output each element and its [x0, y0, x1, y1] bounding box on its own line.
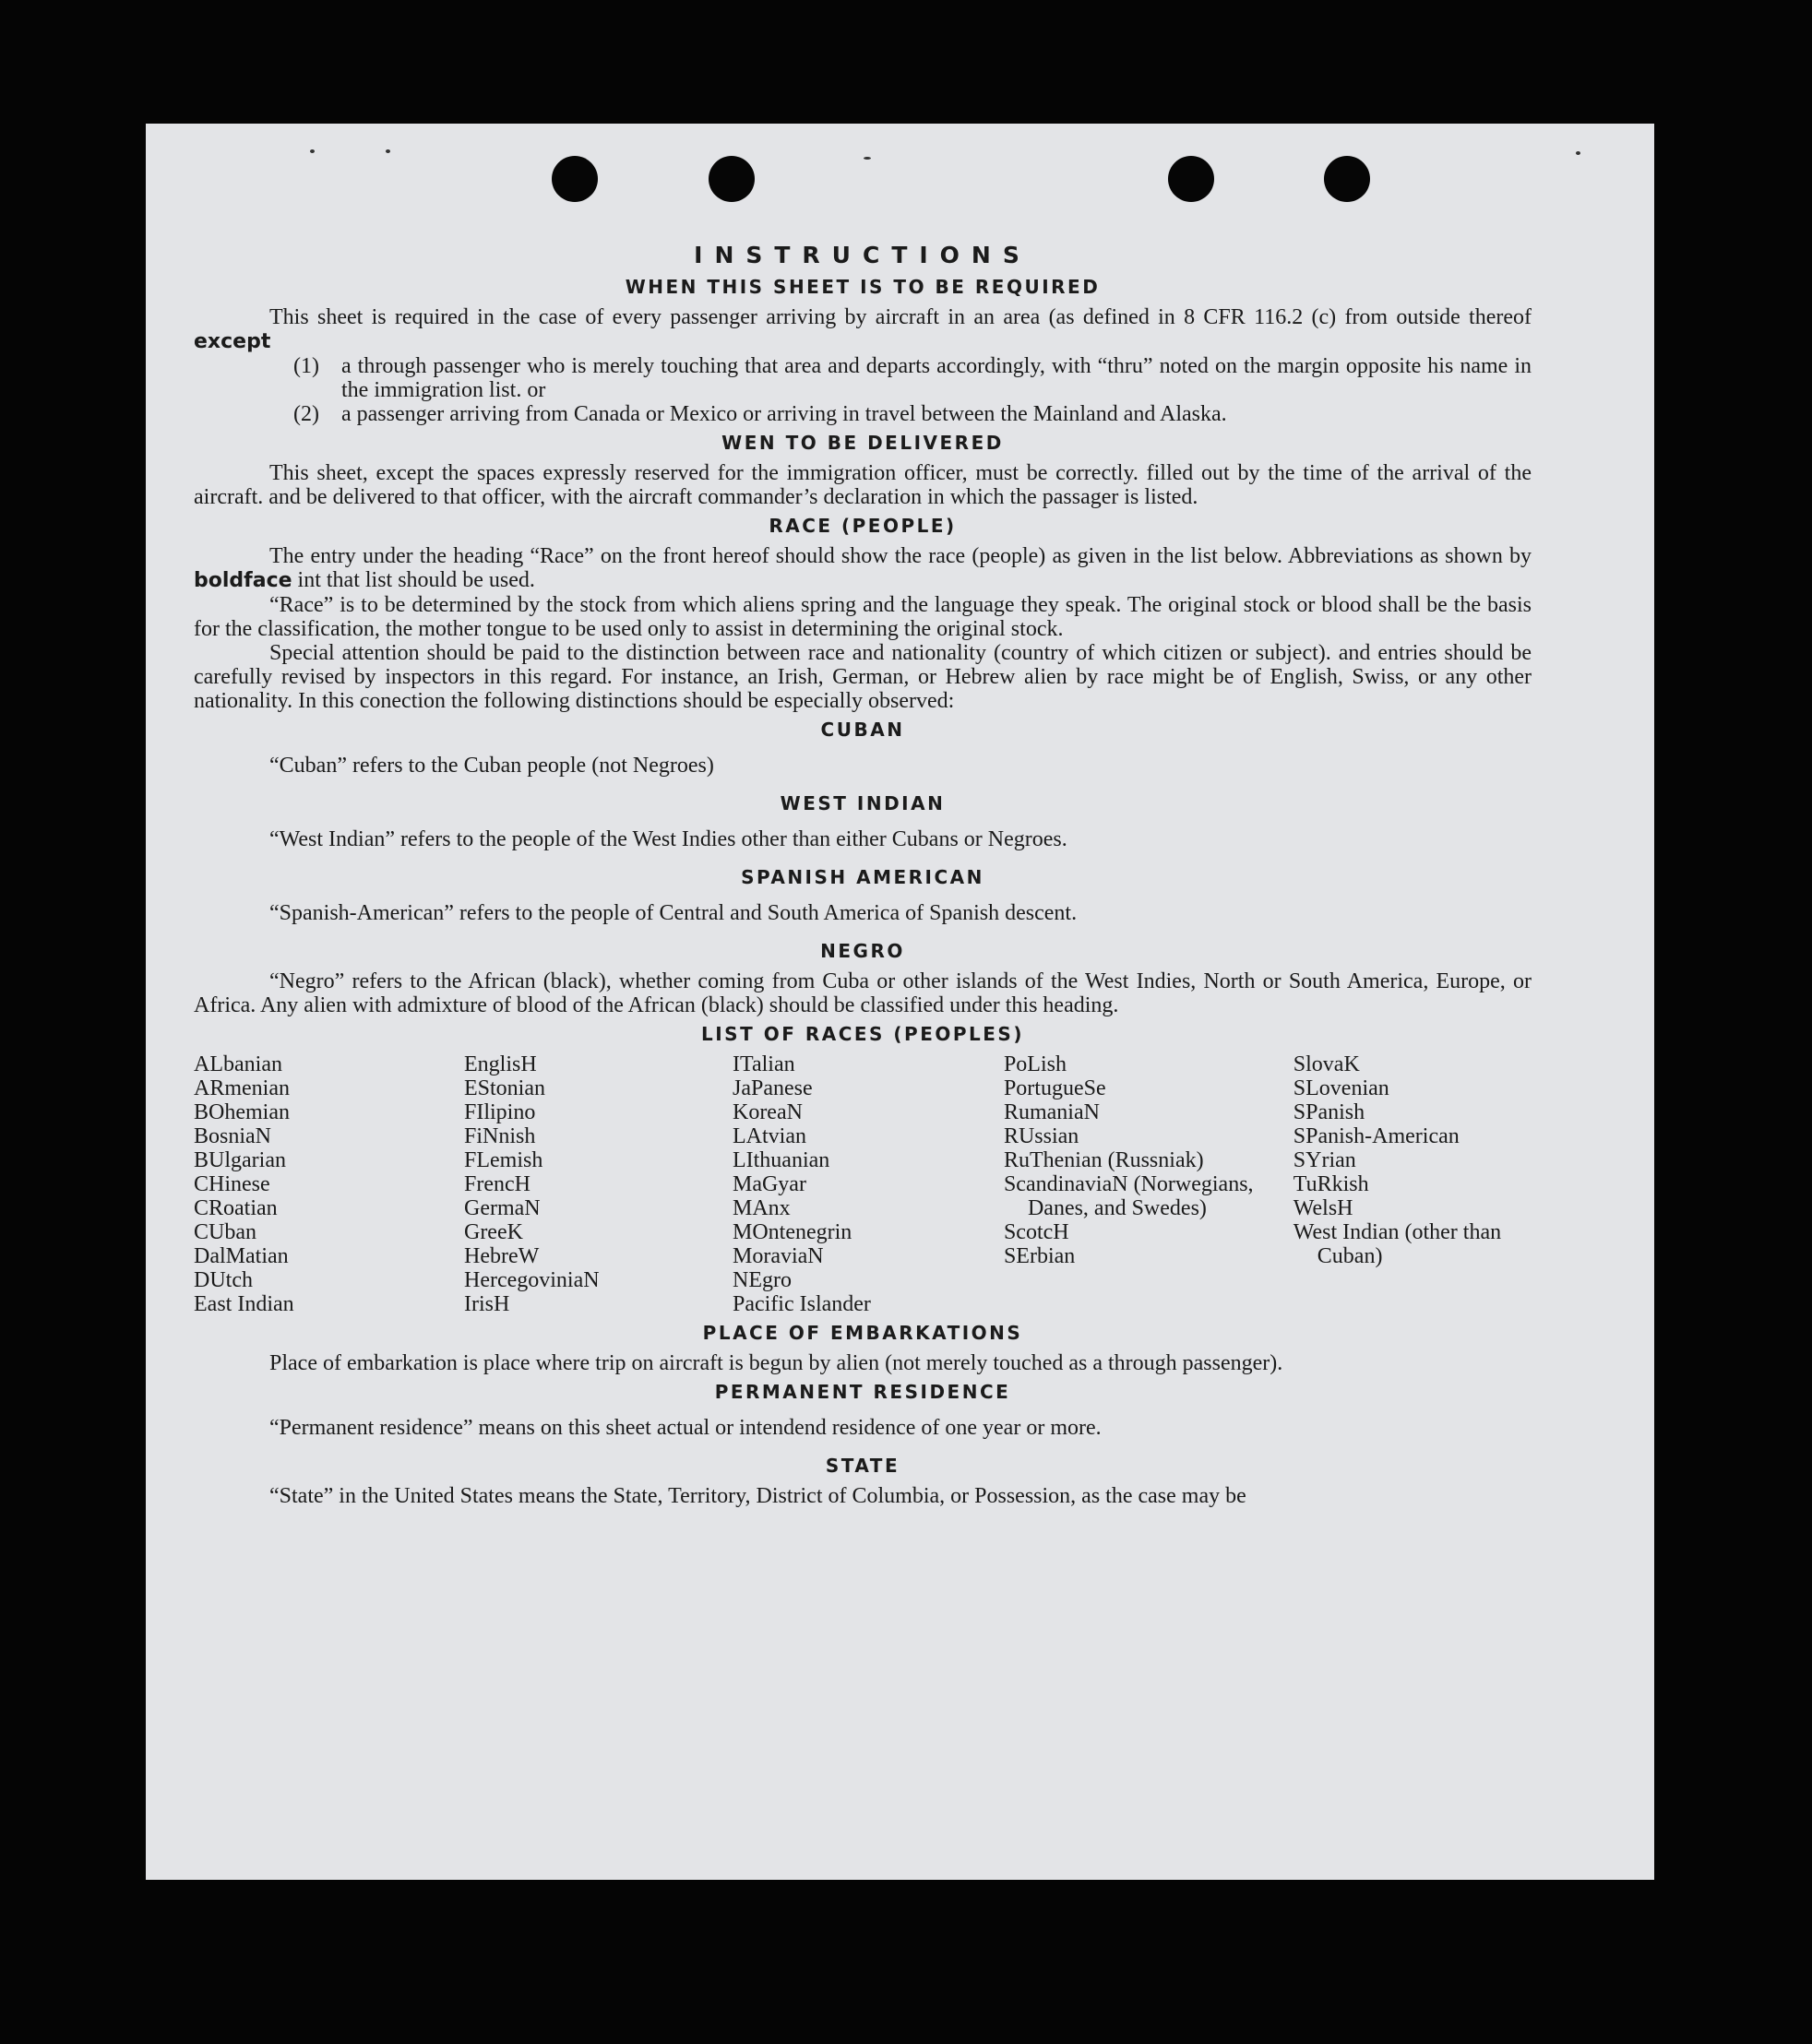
race-item: West Indian (other than Cuban)	[1293, 1220, 1502, 1268]
race-column	[733, 1052, 1004, 1316]
race-item: SErbian	[1003, 1244, 1076, 1268]
race-paragraph-3: Special attention should be paid to the distinction between race and nationality (country of which citizen or subject). and entries should be carefully revised by inspectors in this regard. For instance, an Irish, German, or Hebrew alien by race might be of English, Swiss, or any other nationality. In this conection the following distinctions should be especially observed:	[194, 641, 1532, 713]
section-heading-when-required: WHEN THIS SHEET IS TO BE REQUIRED	[625, 276, 1101, 298]
scan-speck	[386, 149, 390, 153]
section-heading-list-of-races: LIST OF RACES (PEOPLES)	[701, 1023, 1024, 1045]
section-heading-west-indian: WEST INDIAN	[780, 792, 946, 814]
race-item: JaPanese	[732, 1076, 813, 1100]
race-item: CRoatian	[194, 1196, 278, 1220]
race-item: MAnx	[732, 1196, 791, 1220]
instructions-content	[194, 241, 1532, 1508]
exception-item: (1) a through passenger who is merely touching that area and departs accordingly, with “thru” noted on the margin opposite his name in the immigration list. or	[293, 354, 1532, 402]
race-item: CHinese	[194, 1172, 270, 1196]
race-item: FIlipino	[463, 1100, 536, 1124]
race-item: ScotcH	[1003, 1220, 1069, 1244]
embarkation-text: Place of embarkation is place where trip on aircraft is begun by alien (not merely touched as a through passenger).	[269, 1351, 1283, 1375]
spanish-american-text: “Spanish-American” refers to the people of Central and South America of Spanish descent.	[269, 901, 1078, 925]
race-item: MoraviaN	[732, 1244, 824, 1268]
state-text: “State” in the United States means the State, Territory, District of Columbia, or Possession, as the case may be	[269, 1484, 1246, 1508]
section-heading-negro: NEGRO	[820, 940, 905, 962]
exception-item: (2) a passenger arriving from Canada or Mexico or arriving in travel between the Mainland and Alaska.	[293, 402, 1227, 426]
race-item: PoLish	[1003, 1052, 1067, 1076]
scan-speck	[864, 157, 871, 160]
section-heading-spanish-american: SPANISH AMERICAN	[741, 866, 984, 888]
section-heading-cuban: CUBAN	[820, 719, 905, 741]
permanent-residence-text: “Permanent residence” means on this sheet actual or intendend residence of one year or more.	[269, 1416, 1102, 1440]
west-indian-text: “West Indian” refers to the people of the West Indies other than either Cubans or Negroes.	[269, 827, 1067, 851]
race-item: MaGyar	[732, 1172, 806, 1196]
race-item: SPanish	[1293, 1100, 1365, 1124]
race-item: LIthuanian	[732, 1148, 830, 1172]
race-item: ITalian	[732, 1052, 795, 1076]
race-item: SPanish-American	[1293, 1124, 1460, 1148]
race-item: CUban	[194, 1220, 256, 1244]
page-title: INSTRUCTIONS	[694, 242, 1031, 268]
race-item: Pacific Islander	[732, 1292, 871, 1316]
race-item: RumaniaN	[1003, 1100, 1100, 1124]
race-item: DalMatian	[194, 1244, 289, 1268]
negro-text: “Negro” refers to the African (black), whether coming from Cuba or other islands of the West Indies, North or South America, Europe, or Africa. Any alien with admixture of blood of the African (black) should be classified under this heading.	[194, 969, 1532, 1017]
section-heading-embarkation: PLACE OF EMBARKATIONS	[702, 1322, 1023, 1344]
race-item: EStonian	[463, 1076, 545, 1100]
race-item: FrencH	[463, 1172, 530, 1196]
race-item: MOntenegrin	[732, 1220, 852, 1244]
race-item: ScandinaviaN (Norwegians, Danes, and Swedes)	[1003, 1172, 1254, 1220]
punch-hole	[552, 156, 598, 202]
punch-hole	[709, 156, 755, 202]
race-column	[464, 1052, 733, 1316]
section-heading-permanent-residence: PERMANENT RESIDENCE	[714, 1381, 1011, 1403]
race-item: WelsH	[1293, 1196, 1353, 1220]
when-delivered-text: This sheet, except the spaces expressly reserved for the immigration officer, must be correctly. filled out by the time of the arrival of the aircraft. and be delivered to that officer, with the aircraft commander’s declaration in which the passager is listed.	[194, 461, 1532, 509]
race-item: DUtch	[194, 1268, 253, 1292]
section-heading-race: RACE (PEOPLE)	[769, 515, 957, 537]
race-item: PortugueSe	[1003, 1076, 1106, 1100]
race-column	[194, 1052, 464, 1316]
race-item: HebreW	[463, 1244, 540, 1268]
race-item: NEgro	[732, 1268, 792, 1292]
section-heading-state: STATE	[825, 1455, 900, 1477]
race-item: KoreaN	[732, 1100, 803, 1124]
race-item: RUssian	[1003, 1124, 1079, 1148]
race-item: ALbanian	[194, 1052, 282, 1076]
race-item: HercegoviniaN	[463, 1268, 600, 1292]
race-item: BOhemian	[194, 1100, 290, 1124]
cuban-text: “Cuban” refers to the Cuban people (not Negroes)	[269, 754, 714, 778]
instruction-sheet	[146, 124, 1654, 1880]
race-paragraph-2: “Race” is to be determined by the stock from which aliens spring and the language they speak. The original stock or blood shall be the basis for the classification, the mother tongue to be used only to assist in determining the original stock.	[194, 593, 1532, 641]
when-required-intro: This sheet is required in the case of every passenger arriving by aircraft in an area (as defined in 8 CFR 116.2 (c) from outside thereof except	[194, 305, 1532, 353]
race-item: LAtvian	[732, 1124, 806, 1148]
race-item: GreeK	[463, 1220, 523, 1244]
race-list	[194, 1052, 1532, 1316]
race-item: SLovenian	[1293, 1076, 1389, 1100]
race-item: FiNnish	[463, 1124, 536, 1148]
race-item: IrisH	[463, 1292, 510, 1316]
race-column	[1004, 1052, 1293, 1316]
race-item: FLemish	[463, 1148, 543, 1172]
race-item: TuRkish	[1293, 1172, 1369, 1196]
race-item: East Indian	[194, 1292, 294, 1316]
race-column	[1293, 1052, 1532, 1316]
race-item: SlovaK	[1293, 1052, 1360, 1076]
section-heading-when-delivered: WEN TO BE DELIVERED	[721, 432, 1004, 454]
punch-hole	[1168, 156, 1214, 202]
punch-hole	[1324, 156, 1370, 202]
race-item: BUlgarian	[194, 1148, 286, 1172]
scan-speck	[1576, 151, 1580, 155]
race-item: EnglisH	[463, 1052, 537, 1076]
race-item: ARmenian	[194, 1076, 290, 1100]
scan-speck	[310, 149, 315, 153]
race-item: RuThenian (Russniak)	[1003, 1148, 1204, 1172]
race-item: BosniaN	[194, 1124, 271, 1148]
race-item: SYrian	[1293, 1148, 1356, 1172]
race-paragraph-1: The entry under the heading “Race” on the front hereof should show the race (people) as given in the list below. Abbreviations as shown by boldface int that list should be used.	[194, 544, 1532, 592]
race-item: GermaN	[463, 1196, 541, 1220]
